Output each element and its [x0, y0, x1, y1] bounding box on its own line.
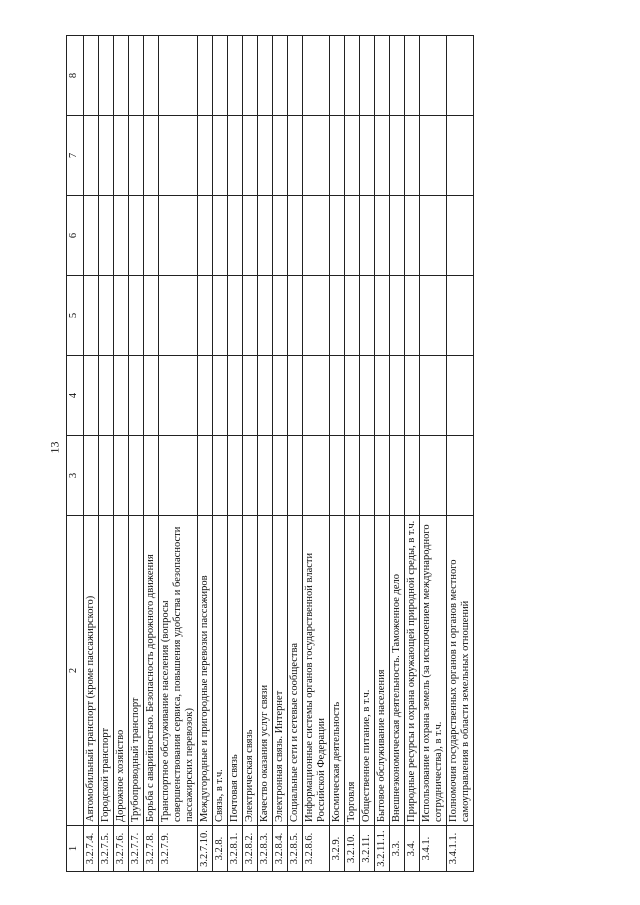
row-title-cell: Общественное питание, в т.ч.: [360, 516, 375, 826]
row-title-cell: Городской транспорт: [99, 516, 114, 826]
row-number-cell: 3.2.7.10.: [198, 826, 213, 872]
empty-value-cell: [390, 196, 405, 276]
empty-value-cell: [405, 36, 420, 116]
empty-value-cell: [213, 116, 228, 196]
empty-value-cell: [345, 36, 360, 116]
row-number-cell: 3.2.8.1.: [228, 826, 243, 872]
table-body: [84, 36, 474, 872]
row-title-cell: Природные ресурсы и охрана окружающей природной среды, в т.ч.: [405, 516, 420, 826]
row-title-cell: Автомобильный транспорт (кроме пассажирского): [84, 516, 99, 826]
empty-value-cell: [273, 436, 288, 516]
row-title-cell: Бытовое обслуживание населения: [375, 516, 390, 826]
empty-value-cell: [228, 116, 243, 196]
empty-value-cell: [330, 196, 345, 276]
empty-value-cell: [303, 116, 330, 196]
empty-value-cell: [345, 276, 360, 356]
row-number-cell: 3.2.8.5.: [288, 826, 303, 872]
table-row: [243, 36, 258, 872]
row-number-cell: 3.2.7.9.: [159, 826, 198, 872]
empty-value-cell: [243, 196, 258, 276]
empty-value-cell: [405, 116, 420, 196]
empty-value-cell: [258, 116, 273, 196]
table-row: [258, 36, 273, 872]
row-number-cell: 3.4.1.: [420, 826, 447, 872]
empty-value-cell: [288, 116, 303, 196]
empty-value-cell: [159, 116, 198, 196]
empty-value-cell: [84, 436, 99, 516]
empty-value-cell: [405, 436, 420, 516]
row-title-cell: Электронная связь. Интернет: [273, 516, 288, 826]
empty-value-cell: [129, 116, 144, 196]
empty-value-cell: [447, 196, 474, 276]
empty-value-cell: [360, 356, 375, 436]
table-row: [288, 36, 303, 872]
empty-value-cell: [288, 276, 303, 356]
empty-value-cell: [99, 436, 114, 516]
column-header: 8: [67, 36, 84, 116]
empty-value-cell: [288, 196, 303, 276]
row-number-cell: 3.2.7.6.: [114, 826, 129, 872]
empty-value-cell: [330, 116, 345, 196]
column-header: 6: [67, 196, 84, 276]
empty-value-cell: [420, 116, 447, 196]
table-row: [390, 36, 405, 872]
table-row: [405, 36, 420, 872]
empty-value-cell: [273, 196, 288, 276]
empty-value-cell: [213, 196, 228, 276]
row-number-cell: 3.2.8.2.: [243, 826, 258, 872]
empty-value-cell: [258, 36, 273, 116]
empty-value-cell: [360, 436, 375, 516]
table-row: [360, 36, 375, 872]
table-row: [303, 36, 330, 872]
empty-value-cell: [129, 36, 144, 116]
empty-value-cell: [405, 356, 420, 436]
empty-value-cell: [213, 436, 228, 516]
empty-value-cell: [84, 116, 99, 196]
empty-value-cell: [303, 356, 330, 436]
empty-value-cell: [114, 196, 129, 276]
row-number-cell: 3.3.: [390, 826, 405, 872]
empty-value-cell: [198, 276, 213, 356]
table-row: [375, 36, 390, 872]
empty-value-cell: [99, 356, 114, 436]
empty-value-cell: [144, 116, 159, 196]
empty-value-cell: [243, 116, 258, 196]
table-row: [198, 36, 213, 872]
empty-value-cell: [345, 196, 360, 276]
table-row: [330, 36, 345, 872]
empty-value-cell: [159, 436, 198, 516]
empty-value-cell: [228, 196, 243, 276]
table-row: [99, 36, 114, 872]
empty-value-cell: [258, 356, 273, 436]
empty-value-cell: [228, 276, 243, 356]
row-title-cell: Транспортное обслуживание населения (вопросы совершенствования сервиса, повышения удобства и безопасности пассажирских перевозок): [159, 516, 198, 826]
row-number-cell: 3.2.7.5.: [99, 826, 114, 872]
empty-value-cell: [228, 36, 243, 116]
empty-value-cell: [243, 356, 258, 436]
column-header: 1: [67, 826, 84, 872]
empty-value-cell: [198, 116, 213, 196]
empty-value-cell: [360, 116, 375, 196]
empty-value-cell: [198, 436, 213, 516]
table-row: [273, 36, 288, 872]
empty-value-cell: [345, 116, 360, 196]
column-header: 3: [67, 436, 84, 516]
table-row: [129, 36, 144, 872]
row-title-cell: Почтовая связь: [228, 516, 243, 826]
empty-value-cell: [288, 36, 303, 116]
empty-value-cell: [405, 276, 420, 356]
empty-value-cell: [159, 36, 198, 116]
empty-value-cell: [129, 356, 144, 436]
row-title-cell: Полномочия государственных органов и органов местного самоуправления в области земельных отношений: [447, 516, 474, 826]
row-title-cell: Связь, в т.ч.: [213, 516, 228, 826]
empty-value-cell: [390, 116, 405, 196]
empty-value-cell: [243, 276, 258, 356]
empty-value-cell: [360, 276, 375, 356]
empty-value-cell: [360, 36, 375, 116]
column-header: 4: [67, 356, 84, 436]
empty-value-cell: [258, 276, 273, 356]
empty-value-cell: [273, 116, 288, 196]
row-title-cell: Использование и охрана земель (за исключением международного сотрудничества), в т.ч.: [420, 516, 447, 826]
empty-value-cell: [159, 196, 198, 276]
empty-value-cell: [99, 116, 114, 196]
empty-value-cell: [288, 436, 303, 516]
empty-value-cell: [84, 276, 99, 356]
empty-value-cell: [375, 436, 390, 516]
row-number-cell: 3.2.7.4.: [84, 826, 99, 872]
empty-value-cell: [129, 196, 144, 276]
empty-value-cell: [303, 196, 330, 276]
row-number-cell: 3.4.1.1.: [447, 826, 474, 872]
empty-value-cell: [228, 356, 243, 436]
table-row: [447, 36, 474, 872]
row-title-cell: Электрическая связь: [243, 516, 258, 826]
row-number-cell: 3.2.10.: [345, 826, 360, 872]
empty-value-cell: [375, 196, 390, 276]
empty-value-cell: [144, 196, 159, 276]
empty-value-cell: [303, 436, 330, 516]
empty-value-cell: [273, 276, 288, 356]
empty-value-cell: [405, 196, 420, 276]
rotated-table-container: [66, 36, 606, 872]
row-number-cell: 3.4.: [405, 826, 420, 872]
empty-value-cell: [159, 276, 198, 356]
empty-value-cell: [390, 276, 405, 356]
empty-value-cell: [447, 36, 474, 116]
row-number-cell: 3.2.11.: [360, 826, 375, 872]
row-title-cell: Информационные системы органов государственной власти Российской Федерации: [303, 516, 330, 826]
empty-value-cell: [447, 436, 474, 516]
row-title-cell: Борьба с аварийностью. Безопасность дорожного движения: [144, 516, 159, 826]
empty-value-cell: [213, 356, 228, 436]
empty-value-cell: [198, 196, 213, 276]
empty-value-cell: [420, 36, 447, 116]
empty-value-cell: [375, 276, 390, 356]
column-header: 7: [67, 116, 84, 196]
table-header: [67, 36, 84, 872]
empty-value-cell: [420, 356, 447, 436]
table-row: [159, 36, 198, 872]
empty-value-cell: [99, 36, 114, 116]
empty-value-cell: [273, 356, 288, 436]
empty-value-cell: [213, 276, 228, 356]
empty-value-cell: [345, 436, 360, 516]
empty-value-cell: [99, 196, 114, 276]
empty-value-cell: [330, 436, 345, 516]
table-row: [84, 36, 99, 872]
empty-value-cell: [99, 276, 114, 356]
data-table: [66, 35, 474, 872]
empty-value-cell: [390, 36, 405, 116]
empty-value-cell: [447, 276, 474, 356]
empty-value-cell: [390, 356, 405, 436]
empty-value-cell: [144, 276, 159, 356]
empty-value-cell: [84, 36, 99, 116]
empty-value-cell: [198, 356, 213, 436]
empty-value-cell: [375, 116, 390, 196]
empty-value-cell: [303, 276, 330, 356]
empty-value-cell: [330, 276, 345, 356]
empty-value-cell: [243, 36, 258, 116]
row-number-cell: 3.2.11.1.: [375, 826, 390, 872]
row-title-cell: Социальные сети и сетевые сообщества: [288, 516, 303, 826]
empty-value-cell: [114, 116, 129, 196]
empty-value-cell: [228, 436, 243, 516]
empty-value-cell: [144, 436, 159, 516]
empty-value-cell: [114, 36, 129, 116]
row-number-cell: 3.2.8.6.: [303, 826, 330, 872]
empty-value-cell: [243, 436, 258, 516]
empty-value-cell: [114, 356, 129, 436]
empty-value-cell: [375, 36, 390, 116]
empty-value-cell: [390, 436, 405, 516]
empty-value-cell: [447, 356, 474, 436]
empty-value-cell: [345, 356, 360, 436]
empty-value-cell: [144, 36, 159, 116]
empty-value-cell: [447, 116, 474, 196]
empty-value-cell: [420, 276, 447, 356]
empty-value-cell: [129, 276, 144, 356]
empty-value-cell: [288, 356, 303, 436]
empty-value-cell: [375, 356, 390, 436]
row-title-cell: Торговля: [345, 516, 360, 826]
empty-value-cell: [420, 436, 447, 516]
empty-value-cell: [330, 36, 345, 116]
page-number: 13: [47, 441, 62, 454]
empty-value-cell: [114, 436, 129, 516]
row-title-cell: Качество оказания услуг связи: [258, 516, 273, 826]
table-row: [228, 36, 243, 872]
row-title-cell: Трубопроводный транспорт: [129, 516, 144, 826]
empty-value-cell: [303, 36, 330, 116]
table-row: [144, 36, 159, 872]
empty-value-cell: [258, 196, 273, 276]
row-number-cell: 3.2.9.: [330, 826, 345, 872]
row-number-cell: 3.2.7.8.: [144, 826, 159, 872]
empty-value-cell: [144, 356, 159, 436]
row-number-cell: 3.2.8.4.: [273, 826, 288, 872]
column-header: 5: [67, 276, 84, 356]
empty-value-cell: [198, 36, 213, 116]
row-title-cell: Междугородные и пригородные перевозки пассажиров: [198, 516, 213, 826]
row-number-cell: 3.2.7.7.: [129, 826, 144, 872]
empty-value-cell: [114, 276, 129, 356]
empty-value-cell: [84, 196, 99, 276]
empty-value-cell: [258, 436, 273, 516]
empty-value-cell: [84, 356, 99, 436]
empty-value-cell: [273, 36, 288, 116]
row-title-cell: Космическая деятельность: [330, 516, 345, 826]
empty-value-cell: [213, 36, 228, 116]
table-row: [114, 36, 129, 872]
table-row: [345, 36, 360, 872]
header-row: [67, 36, 84, 872]
row-title-cell: Внешнеэкономическая деятельность. Таможенное дело: [390, 516, 405, 826]
column-header: 2: [67, 516, 84, 826]
empty-value-cell: [420, 196, 447, 276]
row-number-cell: 3.2.8.: [213, 826, 228, 872]
empty-value-cell: [330, 356, 345, 436]
row-title-cell: Дорожное хозяйство: [114, 516, 129, 826]
empty-value-cell: [159, 356, 198, 436]
table-row: [213, 36, 228, 872]
table-row: [420, 36, 447, 872]
empty-value-cell: [360, 196, 375, 276]
empty-value-cell: [129, 436, 144, 516]
row-number-cell: 3.2.8.3.: [258, 826, 273, 872]
